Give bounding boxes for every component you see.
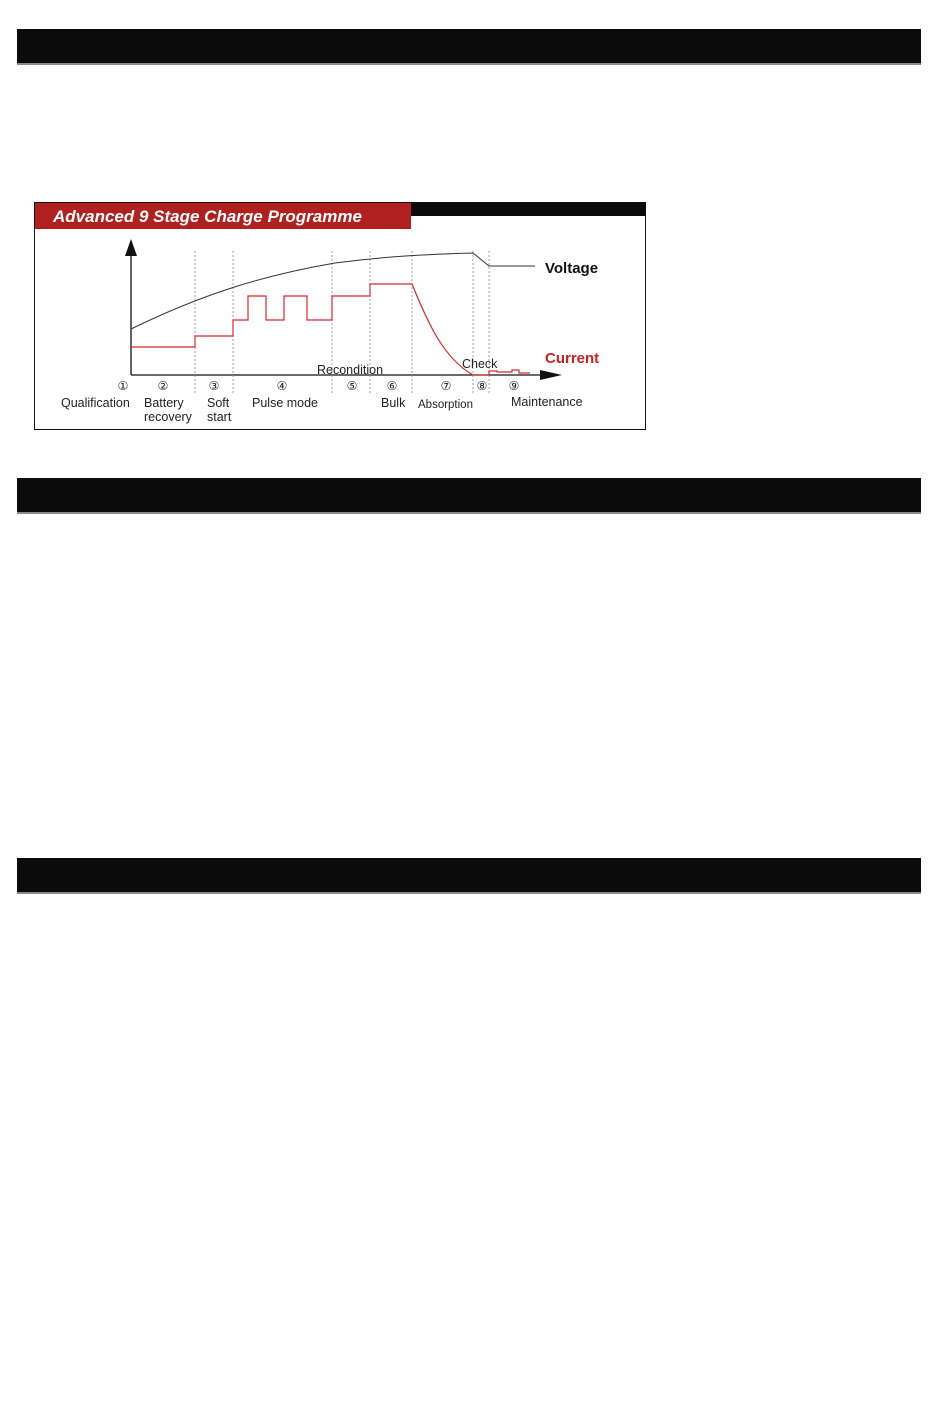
label-battery-recovery-line1: Battery — [144, 396, 184, 410]
stage-number-5: ⑤ — [346, 379, 358, 393]
diagram-title: Advanced 9 Stage Charge Programme — [53, 207, 362, 226]
voltage-curve — [131, 253, 535, 329]
diagram-canvas — [35, 203, 646, 430]
section-header-bar-3 — [17, 858, 921, 892]
stage-number-6: ⑥ — [386, 379, 398, 393]
label-soft-start-line2: start — [207, 410, 232, 424]
section-header-bar-1 — [17, 29, 921, 63]
y-axis-arrow — [125, 239, 137, 256]
stage-number-2: ② — [157, 379, 169, 393]
stage-number-4: ④ — [276, 379, 288, 393]
stage-numbers — [118, 379, 520, 393]
label-absorption: Absorption — [418, 399, 473, 411]
stage-number-9: ⑨ — [508, 379, 520, 393]
label-battery-recovery-line2: recovery — [144, 410, 192, 424]
stage-number-1: ① — [117, 379, 129, 393]
stage-number-3: ③ — [208, 379, 220, 393]
legend-voltage: Voltage — [545, 260, 599, 277]
label-maintenance: Maintenance — [511, 395, 583, 409]
charge-stage-diagram — [34, 202, 646, 430]
label-qualification: Qualification — [61, 396, 130, 410]
stage-number-8: ⑧ — [476, 379, 488, 393]
label-pulse-mode: Pulse mode — [252, 396, 319, 410]
stage-number-7: ⑦ — [440, 379, 452, 393]
label-recondition: Recondition — [317, 363, 384, 377]
legend-current: Current — [545, 350, 600, 367]
section-header-bar-2 — [17, 478, 921, 512]
label-bulk: Bulk — [381, 396, 406, 410]
label-check: Check — [462, 357, 498, 371]
label-soft-start-line1: Soft — [207, 396, 230, 410]
x-axis-arrow — [540, 370, 562, 380]
